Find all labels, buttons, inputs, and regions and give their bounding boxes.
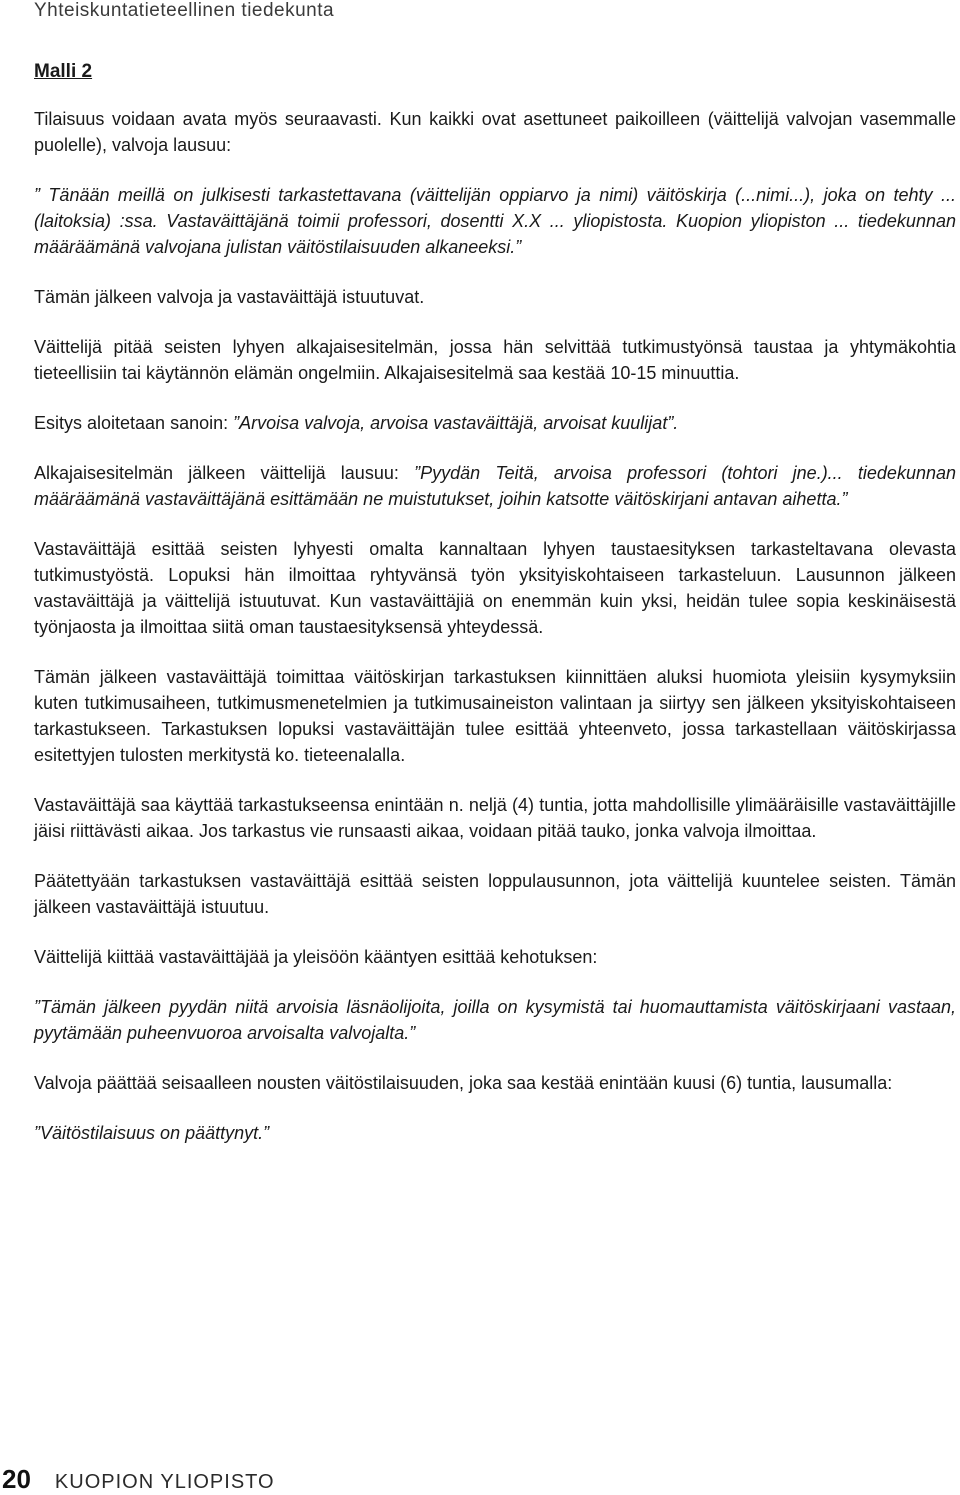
paragraph-ending: Valvoja päättää seisaalleen nousten väitöstilaisuuden, joka saa kestää enintään kuusi (6) tuntia, lausumalla: (34, 1073, 893, 1093)
closing-declaration-quote: ”Väitöstilaisuus on päättynyt.” (34, 1123, 270, 1143)
paragraph-closing-statement: Päätettyään tarkastuksen vastaväittäjä esittää seisten loppulausunnon, jota väittelijä kuuntelee seisten. Tämän jälkeen vastaväittäjä istuutuu. (34, 871, 956, 917)
document-body (34, 58, 956, 1170)
paragraph-opening-words (34, 410, 956, 436)
paragraph-seating: Tämän jälkeen valvoja ja vastaväittäjä istuutuvat. (34, 287, 425, 307)
paragraph-time-limit: Vastaväittäjä saa käyttää tarkastukseensa enintään n. neljä (4) tuntia, jotta mahdollisille ylimääräisille vastaväittäjille jäisi riittävästi aikaa. Jos tarkastus vie runsaasti aikaa, voidaan pitää tauko, jonka valvoja ilmoittaa. (34, 795, 956, 841)
opening-words-label: Esitys aloitetaan sanoin: (34, 413, 234, 433)
faculty-header: Yhteiskuntatieteellinen tiedekunta (34, 0, 335, 21)
opening-declaration: ” Tänään meillä on julkisesti tarkastettavana (väittelijän oppiarvo ja nimi) väitöskirja (...nimi...), joka on tehty ... (laitoksia) :ssa. Vastaväittäjänä toimii professori, dosentti X.X ... yliopistosta. Kuopion yliopiston ... tiedekunnan määräämänä valvojana julistan väitöstilaisuuden alkaneeksi.” (34, 185, 956, 257)
paragraph-lectio: Väittelijä pitää seisten lyhyen alkajaisesitelmän, jossa hän selvittää tutkimustyönsä taustaa ja yhtymäkohtia tieteellisiin tai käytännön elämän ongelmiin. Alkajaisesitelmä saa kestää 10-15 minuuttia. (34, 337, 956, 383)
page-footer (0, 1464, 275, 1494)
page-number: 20 (2, 1464, 31, 1494)
request-quote: ”Pyydän Teitä, arvoisa professori (tohtori jne.)... tiedekunnan määräämänä vastaväittäjänä esittämään ne muistutukset, joihin katsotte väitöskirjani antavan aihetta.” (34, 463, 956, 509)
audience-invitation-quote: ”Tämän jälkeen pyydän niitä arvoisia läsnäolijoita, joilla on kysymistä tai huomauttamista väitöskirjaani vastaan, pyytämään puheenvuoroa arvoisalta valvojalta.” (34, 997, 956, 1043)
paragraph-request (34, 460, 956, 512)
paragraph-examination: Tämän jälkeen vastaväittäjä toimittaa väitöskirjan tarkastuksen kiinnittäen aluksi huomiota yleisiin kysymyksiin kuten tutkimusaiheen, tutkimusmenetelmien ja tutkimusaineiston valintaan ja siirtyy sen jälkeen yksityiskohtaiseen tarkastukseen. Tarkastuksen lopuksi vastaväittäjän tulee esittää yhteenveto, jossa tarkastellaan väitöskirjassa esitettyjen tulosten merkitystä ko. tieteenalalla. (34, 667, 956, 765)
opening-words-quote: ”Arvoisa valvoja, arvoisa vastaväittäjä, arvoisat kuulijat”. (233, 413, 679, 433)
paragraph-intro: Tilaisuus voidaan avata myös seuraavasti. Kun kaikki ovat asettuneet paikoilleen (väittelijä valvojan vasemmalle puolelle), valvoja lausuu: (34, 109, 956, 155)
request-label: Alkajaisesitelmän jälkeen väittelijä lausuu: (34, 463, 415, 483)
paragraph-opponent-intro: Vastaväittäjä esittää seisten lyhyesti omalta kannaltaan lyhyen taustaesityksen tarkasteltavana olevasta tutkimustyöstä. Lopuksi hän ilmoittaa ryhtyvänsä työn yksityiskohtaiseen tarkasteluun. Lausunnon jälkeen vastaväittäjä ja väittelijä istuutuvat. Kun vastaväittäjiä on enemmän kuin yksi, heidän tulee sopia keskinäisestä työnjaosta ja ilmoittaa siitä oman taustaesityksensä yhteydessä. (34, 539, 956, 637)
footer-organization: KUOPION YLIOPISTO (54, 1471, 275, 1493)
paragraph-thanks: Väittelijä kiittää vastaväittäjää ja yleisöön kääntyen esittää kehotuksen: (34, 947, 598, 967)
model-title: Malli 2 (34, 61, 93, 82)
